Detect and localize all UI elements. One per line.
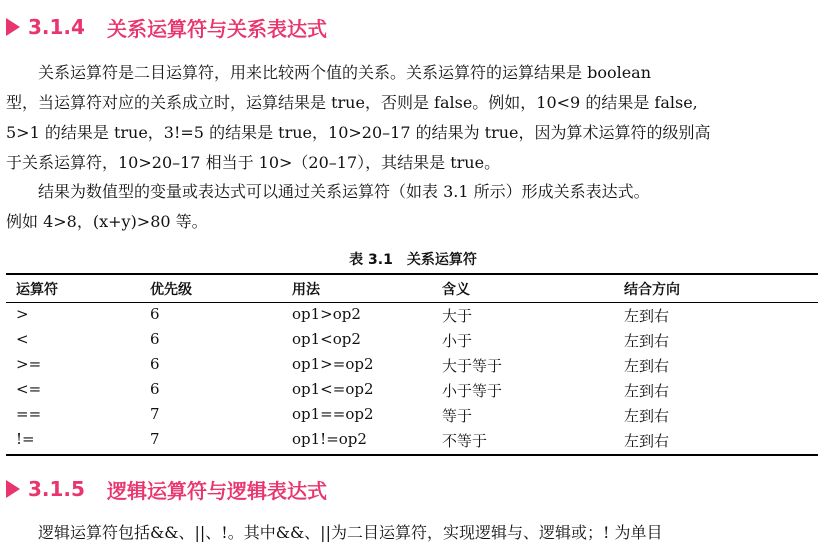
table-cell-associativity: 左到右 bbox=[624, 407, 670, 425]
table-cell-usage: op1<op2 bbox=[292, 330, 361, 348]
table-header-priority: 优先级 bbox=[150, 282, 192, 298]
paragraph-line: 结果为数值型的变量或表达式可以通过关系运算符（如表 3.1 所示）形成关系表达式。 bbox=[6, 182, 650, 201]
paragraph-relational-expression bbox=[6, 177, 820, 237]
triangle-marker-icon bbox=[6, 480, 20, 498]
table-caption-number: 表 3.1 bbox=[349, 252, 393, 268]
section-title: 关系运算符与关系表达式 bbox=[106, 16, 327, 41]
table-cell-associativity: 左到右 bbox=[624, 307, 670, 325]
table-cell-associativity: 左到右 bbox=[624, 332, 670, 350]
table-header-usage: 用法 bbox=[292, 282, 320, 298]
table-cell-meaning: 不等于 bbox=[442, 432, 488, 450]
table-cell-meaning: 小于等于 bbox=[442, 382, 503, 400]
table-header-meaning: 含义 bbox=[442, 282, 470, 298]
table-cell-operator: == bbox=[16, 405, 42, 423]
table-cell-operator: < bbox=[16, 330, 29, 348]
table-cell-associativity: 左到右 bbox=[624, 357, 670, 375]
table-cell-priority: 7 bbox=[150, 405, 160, 423]
paragraph-line: 于关系运算符，10>20–17 相当于 10>（20–17），其结果是 true。 bbox=[6, 153, 501, 172]
table-cell-associativity: 左到右 bbox=[624, 432, 670, 450]
table-cell-usage: op1>=op2 bbox=[292, 355, 374, 373]
section-number: 3.1.5 bbox=[28, 477, 85, 501]
table-cell-usage: op1>op2 bbox=[292, 305, 361, 323]
table-cell-priority: 6 bbox=[150, 355, 160, 373]
paragraph-line: 型，当运算符对应的关系成立时，运算结果是 true，否则是 false。例如，10<9 的结果是 false, bbox=[6, 93, 698, 112]
paragraph-line: 例如 4>8，(x+y)>80 等。 bbox=[6, 212, 208, 231]
table-cell-operator: <= bbox=[16, 380, 42, 398]
section-number: 3.1.4 bbox=[28, 15, 85, 39]
table-cell-operator: > bbox=[16, 305, 29, 323]
table-cell-usage: op1<=op2 bbox=[292, 380, 374, 398]
table-cell-priority: 7 bbox=[150, 430, 160, 448]
table-bottom-rule bbox=[6, 454, 818, 456]
table-cell-meaning: 大于 bbox=[442, 307, 473, 325]
table-caption-title: 关系运算符 bbox=[406, 252, 477, 268]
table-cell-priority: 6 bbox=[150, 305, 160, 323]
section-heading bbox=[6, 474, 327, 504]
table-caption bbox=[0, 249, 826, 269]
triangle-marker-icon bbox=[6, 18, 20, 36]
table-cell-meaning: 大于等于 bbox=[442, 357, 503, 375]
table-header-rule bbox=[6, 302, 818, 303]
table-cell-associativity: 左到右 bbox=[624, 382, 670, 400]
table-cell-meaning: 小于 bbox=[442, 332, 473, 350]
paragraph-line: 逻辑运算符包括&&、||、!。其中&&、||为二目运算符，实现逻辑与、逻辑或；! 为单目 bbox=[6, 523, 663, 542]
table-cell-usage: op1!=op2 bbox=[292, 430, 367, 448]
section-title: 逻辑运算符与逻辑表达式 bbox=[106, 478, 327, 503]
paragraph-line: 5>1 的结果是 true，3!=5 的结果是 true，10>20–17 的结果为 true，因为算术运算符的级别高 bbox=[6, 123, 711, 142]
table-header-operator: 运算符 bbox=[16, 282, 58, 298]
table-top-rule bbox=[6, 273, 818, 275]
table-cell-operator: >= bbox=[16, 355, 42, 373]
section-heading bbox=[6, 12, 327, 42]
paragraph-logical-intro bbox=[6, 518, 820, 548]
table-cell-priority: 6 bbox=[150, 380, 160, 398]
table-cell-usage: op1==op2 bbox=[292, 405, 374, 423]
table-cell-operator: != bbox=[16, 430, 35, 448]
table-header-associativity: 结合方向 bbox=[624, 282, 680, 298]
paragraph-relational-intro bbox=[6, 58, 820, 178]
paragraph-line: 关系运算符是二目运算符，用来比较两个值的关系。关系运算符的运算结果是 boolean bbox=[6, 63, 652, 82]
table-cell-meaning: 等于 bbox=[442, 407, 473, 425]
table-cell-priority: 6 bbox=[150, 330, 160, 348]
